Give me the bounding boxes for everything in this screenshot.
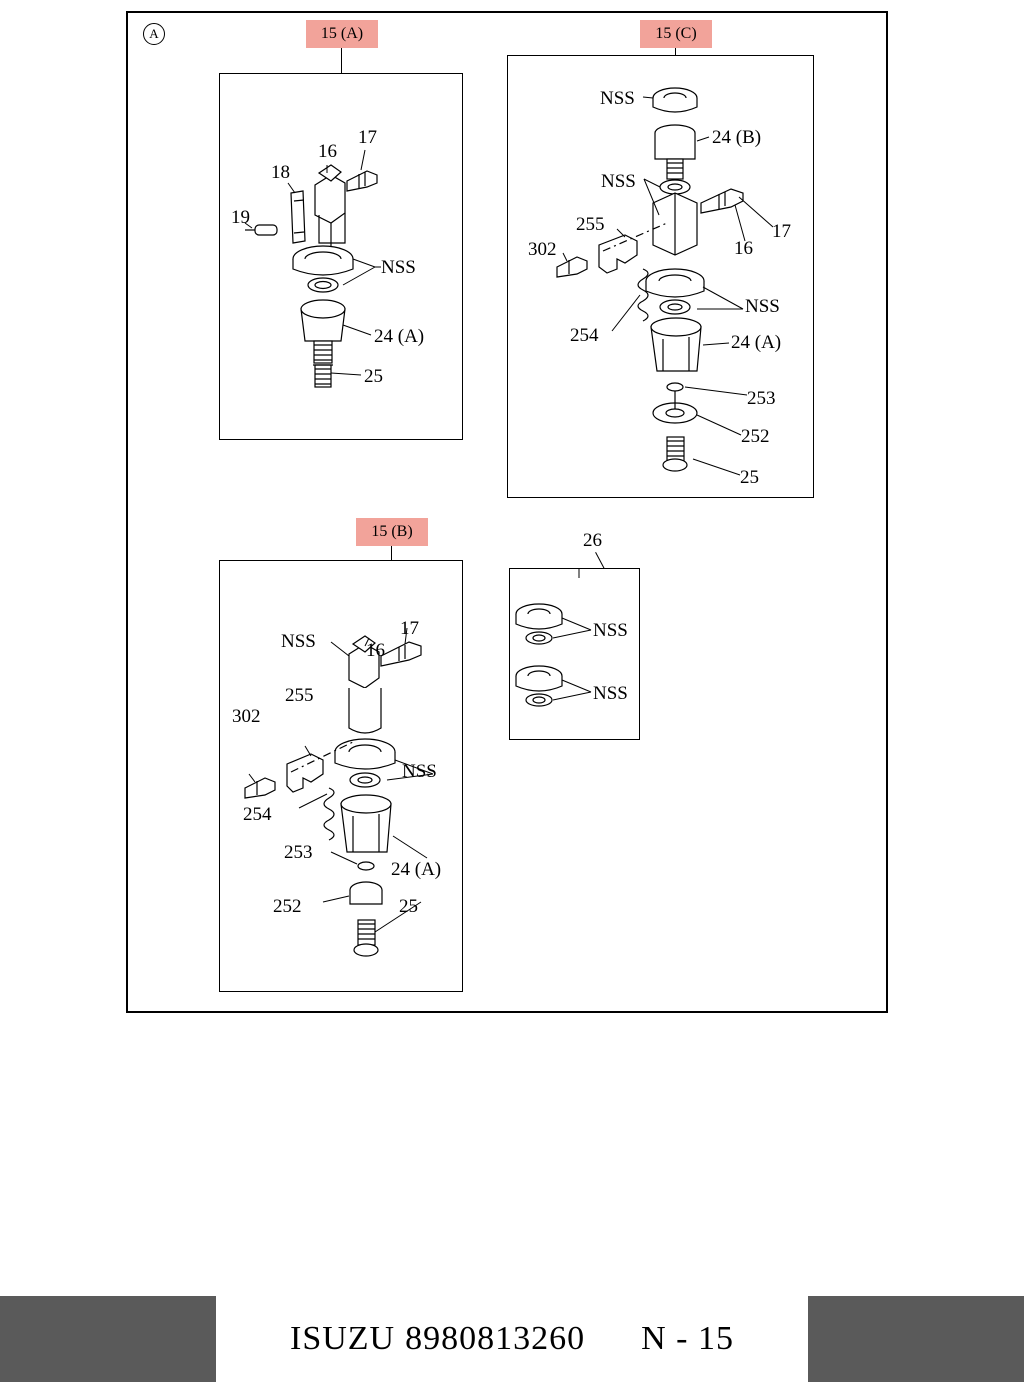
callout-b-24a: 24 (A) — [391, 859, 442, 880]
callout-b-16: 16 — [366, 640, 385, 661]
callout-b-nss2: NSS — [402, 761, 437, 782]
callout-b-254: 254 — [243, 804, 272, 825]
callout-a-24a: 24 (A) — [374, 326, 425, 347]
callout-b-17: 17 — [400, 618, 419, 639]
callout-c-16: 16 — [734, 238, 753, 259]
callout-26-title: 26 — [583, 530, 602, 551]
footer-part-number: 8980813260 — [405, 1320, 586, 1357]
callout-a-nss: NSS — [381, 257, 416, 278]
callout-b-253: 253 — [284, 842, 313, 863]
callout-c-nss2: NSS — [601, 171, 636, 192]
leader-15a — [341, 48, 342, 73]
callout-c-255: 255 — [576, 214, 605, 235]
highlight-15a: 15 (A) — [306, 20, 378, 48]
callout-a-18: 18 — [271, 162, 290, 183]
callout-26-nss1: NSS — [593, 620, 628, 641]
callout-c-17: 17 — [772, 221, 791, 242]
callout-c-252: 252 — [741, 426, 770, 447]
footer-page-ref: N - 15 — [641, 1320, 734, 1357]
callout-a-25: 25 — [364, 366, 383, 387]
highlight-15c: 15 (C) — [640, 20, 712, 48]
callout-c-254: 254 — [570, 325, 599, 346]
panel-15a-leaders — [219, 73, 463, 440]
callout-a-19: 19 — [231, 207, 250, 228]
footer-content — [216, 1296, 808, 1382]
panel-26-artwork — [509, 568, 640, 740]
callout-b-252: 252 — [273, 896, 302, 917]
section-marker-a: A — [143, 23, 165, 45]
callout-a-17: 17 — [358, 127, 377, 148]
callout-c-24a: 24 (A) — [731, 332, 782, 353]
panel-15b-leaders — [219, 560, 463, 992]
panel-15c-leaders — [507, 55, 814, 498]
footer-brand: ISUZU — [290, 1320, 396, 1357]
callout-b-25: 25 — [399, 896, 418, 917]
callout-b-nss-top: NSS — [281, 631, 316, 652]
callout-a-16: 16 — [318, 141, 337, 162]
callout-c-302: 302 — [528, 239, 557, 260]
callout-26-nss2: NSS — [593, 683, 628, 704]
callout-b-302: 302 — [232, 706, 261, 727]
callout-c-253: 253 — [747, 388, 776, 409]
callout-b-255: 255 — [285, 685, 314, 706]
highlight-15b: 15 (B) — [356, 518, 428, 546]
callout-c-nss-top: NSS — [600, 88, 635, 109]
callout-c-25: 25 — [740, 467, 759, 488]
callout-c-nss3: NSS — [745, 296, 780, 317]
callout-c-24b: 24 (B) — [712, 127, 762, 148]
